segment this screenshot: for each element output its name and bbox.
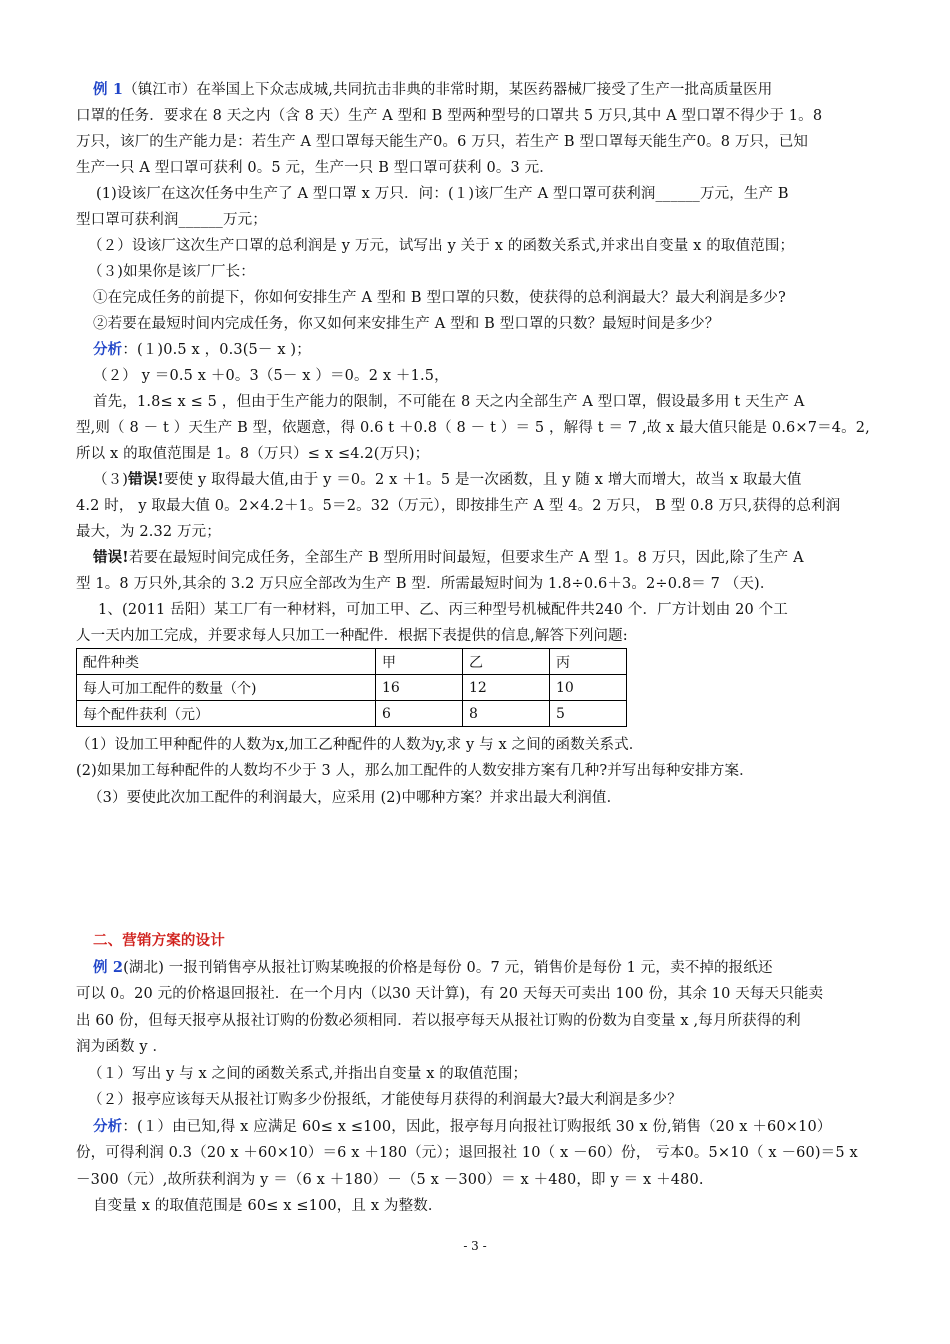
problem1-question3: （3）要使此次加工配件的利润最大，应采用 (2)中哪种方案？并求出最大利润值． — [88, 790, 622, 806]
example1-question2: （２）设该厂这次生产口罩的总利润是 y 万元，试写出 y 关于 x 的函数关系式,并求出自变量 x 的取值范围； — [88, 238, 795, 254]
example1-label: 例 1 — [93, 81, 124, 98]
table-cell: 10 — [550, 675, 627, 701]
table-cell: 5 — [550, 701, 627, 727]
example1-analysis-line4: 型,则（ 8 － t ）天生产 B 型，依题意，得 0.6 t ＋0.8（ 8 － t ）＝ 5 ，解得 t ＝ 7 ,故 x 最大值只能是 0.6×7＝4。2, — [76, 420, 870, 436]
example2-line2: 可以 0。20 元的价格退回报社．在一个月内（以30 天计算)，有 20 天每天可卖出 100 份，其余 10 天每天只能卖 — [76, 986, 824, 1002]
example2-analysis-line2: 份，可得利润 0.3（20 x ＋60×10）＝6 x ＋180（元）；退回报社 10（ x －60）份， 亏本0。5×10（ x －60)＝5 x — [76, 1145, 858, 1161]
example1-question3-b: ②若要在最短时间内完成任务，你又如何来安排生产 A 型和 B 型口罩的只数？最短时间是多少？ — [93, 316, 720, 332]
table-row — [77, 649, 627, 675]
example2-line1: 例 2(湖北) 一报刊销售亭从报社订购某晚报的价格是每份 0。7 元，销售价是每份 1 元，卖不掉的报纸还 — [93, 959, 773, 976]
parts-table — [76, 648, 627, 727]
page-number: - 3 - — [463, 1239, 487, 1253]
example1-question1-line2: 型口罩可获利润______万元； — [76, 212, 267, 228]
example1-question3: （３)如果你是该厂厂长： — [88, 264, 255, 280]
table-cell: 丙 — [550, 649, 627, 675]
error-label: 错误! — [128, 471, 164, 488]
analysis-label: 分析 — [93, 341, 123, 358]
table-row — [77, 701, 627, 727]
example1-analysis-line6: （３)错误!要使 y 取得最大值,由于 y ＝0。2 x ＋1。5 是一次函数，且 y 随 x 增大而增大，故当 x 取最大值 — [93, 471, 802, 488]
example1-analysis-line3: 首先，1.8≤ x ≤ 5 ，但由于生产能力的限制，不可能在 8 天之内全部生产 A 型口罩，假设最多用 t 天生产 A — [93, 394, 805, 410]
table-cell: 每人可加工配件的数量（个) — [77, 675, 376, 701]
example2-analysis-line3: －300（元）,故所获利润为 y ＝（6 x ＋180）－（5 x －300）＝ x ＋480，即 y ＝ x ＋480. — [76, 1172, 704, 1188]
table-cell: 甲 — [376, 649, 463, 675]
problem1-question1: （1）设加工甲种配件的人数为x,加工乙种配件的人数为y,求 y 与 x 之间的函数关系式． — [76, 737, 644, 753]
problem1-question2: (2)如果加工每种配件的人数均不少于 3 人，那么加工配件的人数安排方案有几种?并写出每种安排方案． — [76, 763, 754, 779]
example2-label: 例 2 — [93, 959, 124, 976]
example2-line3: 出 60 份，但每天报亭从报社订购的份数必须相同．若以报亭每天从报社订购的份数为自变量 x ,每月所获得的利 — [76, 1013, 801, 1029]
table-cell: 12 — [463, 675, 550, 701]
example1-analysis-line8: 最大，为 2.32 万元； — [76, 524, 221, 540]
example2-question1: （１）写出 y 与 x 之间的函数关系式,并指出自变量 x 的取值范围； — [88, 1066, 528, 1082]
example2-analysis-line4: 自变量 x 的取值范围是 60≤ x ≤100，且 x 为整数． — [93, 1198, 443, 1214]
section2-heading: 二、营销方案的设计 — [93, 932, 225, 949]
error-label: 错误! — [93, 549, 129, 566]
example1-question3-a: ①在完成任务的前提下，你如何安排生产 A 型和 B 型口罩的只数，使获得的总利润最大？最大利润是多少? — [93, 290, 786, 306]
example1-analysis-line2: （２） y ＝0.5 x ＋0。3（5－ x ）＝0。2 x ＋1.5， — [93, 368, 449, 384]
analysis-label: 分析 — [93, 1118, 123, 1135]
example1-intro-line2: 口罩的任务．要求在 8 天之内（含 8 天）生产 A 型和 B 型两种型号的口罩共 5 万只,其中 A 型口罩不得少于 1。8 — [76, 108, 823, 124]
example1-question1-line1: (1)设该厂在这次任务中生产了 A 型口罩 x 万只．问：(１)该厂生产 A 型口罩可获利润______万元，生产 B — [96, 186, 789, 202]
example1-intro-line3: 万只，该厂的生产能力是：若生产 A 型口罩每天能生产0。6 万只，若生产 B 型口罩每天能生产0。8 万只，已知 — [76, 134, 809, 150]
problem1-line1: 1、(2011 岳阳）某工厂有一种材料，可加工甲、乙、丙三种型号机械配件共240 个．厂方计划由 20 个工 — [98, 602, 788, 618]
problem1-line2: 人一天内加工完成，并要求每人只加工一种配件．根据下表提供的信息,解答下列问题: — [76, 628, 628, 644]
table-cell: 6 — [376, 701, 463, 727]
example1-intro-line4: 生产一只 A 型口罩可获利 0。5 元，生产一只 B 型口罩可获利 0。3 元． — [76, 160, 554, 176]
example1-analysis-line10: 型 1。8 万只外,其余的 3.2 万只应全部改为生产 B 型．所需最短时间为 1.8÷0.6＋3。2÷0.8＝ 7 （天)． — [76, 576, 775, 592]
table-cell: 配件种类 — [77, 649, 376, 675]
example1-analysis-line5: 所以 x 的取值范围是 1。8（万只）≤ x ≤4.2(万只)； — [76, 446, 430, 462]
example2-line4: 润为函数 y ． — [76, 1039, 168, 1055]
example1-intro-line1: 例 1（镇江市）在举国上下众志成城,共同抗击非典的非常时期，某医药器械厂接受了生产一批高质量医用 — [93, 81, 773, 98]
example1-analysis-line1: 分析：(１)0.5 x ，0.3(5－ x )； — [93, 341, 311, 358]
table-row — [77, 675, 627, 701]
example2-analysis-line1: 分析：(１）由已知,得 x 应满足 60≤ x ≤100，因此，报亭每月向报社订购报纸 30 x 份,销售（20 x ＋60×10） — [93, 1118, 832, 1135]
table-cell: 乙 — [463, 649, 550, 675]
table-cell: 8 — [463, 701, 550, 727]
example1-analysis-line7: 4.2 时， y 取最大值 0。2×4.2＋1。5＝2。32（万元），即按排生产 A 型 4。2 万只， B 型 0.8 万只,获得的总利润 — [76, 498, 841, 514]
table-cell: 每个配件获利（元） — [77, 701, 376, 727]
example2-question2: （２）报亭应该每天从报社订购多少份报纸，才能使每月获得的利润最大?最大利润是多少？ — [88, 1092, 682, 1108]
table-cell: 16 — [376, 675, 463, 701]
example1-analysis-line9: 错误!若要在最短时间完成任务，全部生产 B 型所用时间最短，但要求生产 A 型 1。8 万只，因此,除了生产 A — [93, 549, 804, 566]
